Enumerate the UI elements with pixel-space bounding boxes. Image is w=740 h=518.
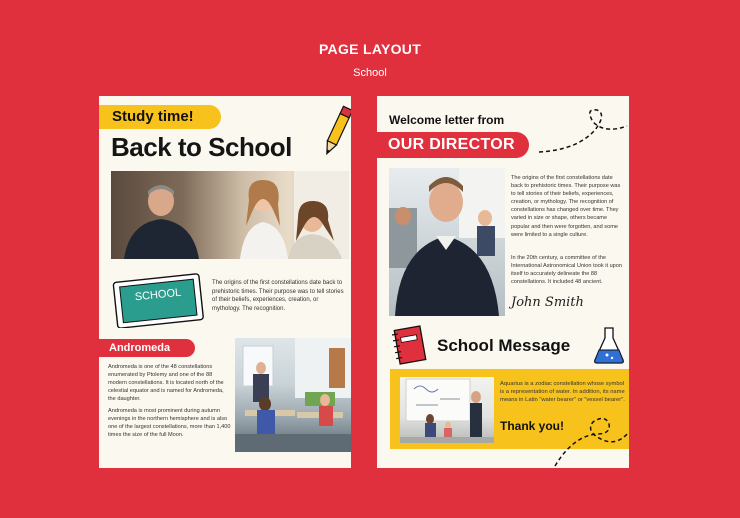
school-message-title: School Message [437,336,571,355]
director-signature: John Smith [511,295,584,310]
student-figure [236,176,291,259]
left-page [99,96,351,468]
director-paragraph-2: In the 20th century, a committee of the International Astronomical Union took it upon itself to accurately delineate the 88 constellations. It included 48 ancient. [511,255,623,286]
andromeda-tag: Andromeda [99,339,195,357]
teacher-students-photo [111,171,349,259]
layout-subtitle: School [353,67,387,79]
welcome-heading: Welcome letter from [389,113,505,127]
our-director-tag: OUR DIRECTOR [377,132,529,158]
board-label: SCHOOL [134,286,182,304]
study-time-tag: Study time! [99,105,221,129]
teacher-figure [119,183,199,259]
layout-title: PAGE LAYOUT [318,41,422,57]
pencil-icon [321,102,351,162]
intro-paragraph: The origins of the first constellations date back to prehistoric times. Their purpose was to tell stories of their beliefs, experiences, creation, or mythology. The recognition. [212,280,344,312]
thank-you-text: Thank you! [500,419,565,433]
student-figure [286,196,344,259]
andromeda-paragraph-1: Andromeda is one of the 48 constellations enumerated by Ptolemy and one of the 88 modern constellations. It is located north of the celestial equator and is named for Andromeda, the daughter. [108,364,224,403]
classroom-photo [235,338,351,452]
dashed-loop-decoration [553,396,629,468]
notebook-icon [391,324,429,366]
director-paragraph-1: The origins of the first constellations date back to prehistoric times. Their purpose was to tell stories of their beliefs, experiences, creation, or mythology. The recognition of constellations has changed over time. They varied in size or shape, others became popular and then were forgotten, and some were limited to a single culture. [511,175,621,238]
flask-icon [593,326,625,364]
whiteboard-photo [400,377,494,443]
director-photo [389,168,505,316]
back-to-school-title: Back to School [111,132,292,162]
right-page [377,96,629,468]
message-paragraph: Aquarius is a zodiac constellation whose symbol is a representation of water. In addition, its name means in Latin "water bearer" or "vessel bearer". [500,381,625,404]
dashed-swirl-decoration [537,100,629,160]
andromeda-paragraph-2: Andromeda is most prominent during autumn evenings in the northern hemisphere and is also one of the largest constellations, more than 1,400 times the size of the full Moon. [108,408,231,439]
